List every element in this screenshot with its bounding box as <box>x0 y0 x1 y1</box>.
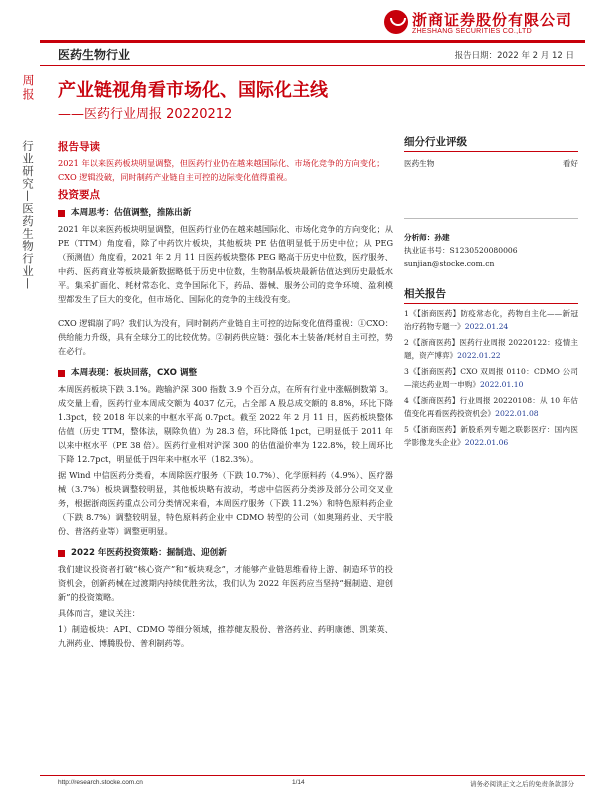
paragraph: 本周医药板块下跌 3.1%。跑输沪深 300 指数 3.9 个百分点，在所有行业中涨幅倒数第 3。成交量上看，医药行业本周成交额为 4037 亿元，占全部 A 股总成交额的 8.8%，环比下降 1.3pct，较 2018 年以来的中枢水平高 0.7pct。截至 2022 年 2 月 11 日，医药板块整体估值（历史 TTM，整体法，剔除负值）为 28.3 倍，环比降低 1pct，已明显低于 2011 年以来中枢水平（PE 38 倍）。医药行业相对沪深 300 的估值溢价率为 122.8%，较上周环比下降 12.7pct，明显低于四年来中枢水平（182.3%）。 <box>58 384 393 464</box>
company-logo <box>384 8 584 38</box>
analyst-block <box>404 231 578 270</box>
analyst-line <box>404 231 578 244</box>
analyst-label: 分析师： <box>404 233 435 242</box>
related-report-title: 2《【浙商医药】医药行业周报 20220122：疫情主题，资产博弈》 <box>404 338 578 360</box>
cert-number: 执业证书号：S1230520080006 <box>404 246 518 255</box>
bullet-square-icon <box>58 550 65 557</box>
footer-url[interactable]: http://research.stocke.com.cn <box>58 779 143 786</box>
section-heading <box>58 546 393 560</box>
report-date: 报告日期：2022 年 2 月 12 日 <box>454 51 574 61</box>
header-rule <box>40 40 585 43</box>
related-report-title: 4《【浙商医药】行业周报 20220108：从 10 年估值变化再看医药投资机会》 <box>404 396 578 418</box>
points-heading: 投资要点 <box>58 189 100 201</box>
footer-disclaimer: 请务必阅读正文之后的免责条款部分 <box>470 780 574 788</box>
section-heading-text: 本周思考：估值调整，推陈出新 <box>71 208 192 218</box>
analyst-email[interactable]: sunjian@stocke.com.cn <box>404 259 495 268</box>
section-heading <box>58 366 393 380</box>
report-type-vertical: 周报 <box>21 74 35 102</box>
related-report-item[interactable] <box>404 336 578 362</box>
section-heading-text: 本周表现：板块回落，CXO 调整 <box>71 368 198 378</box>
industry-tag: 医药生物行业 <box>58 48 131 62</box>
paragraph: 据 Wind 中信医药分类看，本周除医疗服务（下跌 10.7%）、化学原料药（4.9%）、医疗器械（3.7%）板块调整较明显，其他板块略有波动，考虑中信医药分类涉及部分公司交叉业务，根据浙商医药重点公司分类情况来看，本周医疗服务（下跌 11.2%）和特色原料药企业（下跌 8.7%）调整较明显，特色原料药企业中 CDMO 转型的公司（如奥翔药业、天宇股份、普洛药业等）调整更明显。 <box>58 470 393 536</box>
related-report-item[interactable] <box>404 365 578 391</box>
section-heading <box>58 206 393 220</box>
rating-industry: 医药生物 <box>404 159 435 168</box>
guide-heading: 报告导读 <box>58 141 100 153</box>
guide-text: 2021 年以来医药板块明显调整，但医药行业仍在越来越国际化、市场化竞争的方向变化；CXO 逻辑没破，同时制药产业链自主可控的边际变化值得重视。 <box>58 158 385 182</box>
sidebar <box>404 136 578 449</box>
report-subtitle: ——医药行业周报 20220212 <box>58 107 233 122</box>
related-report-title: 3《【浙商医药】CXO 双周报 0110：CDMO 公司—滚达药业周一申购》 <box>404 367 578 389</box>
related-list <box>404 307 578 449</box>
page-number: 1/14 <box>292 779 305 786</box>
related-report-title: 5《【浙商医药】新股系列专题之联影医疗：国内医学影像龙头企业》 <box>404 425 578 447</box>
company-emblem-icon <box>384 10 408 34</box>
related-report-date: 2022.01.22 <box>457 351 501 360</box>
paragraph: 2021 年以来医药板块明显调整，但医药行业仍在越来越国际化、市场化竞争的方向变化；从 PE（TTM）角度看，除了中药饮片板块，其他板块 PE 估值明显低于历史中位；从 PEG（预测值）角度看，2021 年 2 月 11 日医药板块整体 PEG 略高于历史中位数，医疗服务、中药、医药商业等板块最新数据略低于历史中位数，生物制品板块最新估值达到历史最低水平。集采扩面化、耗材常态化、竞争国际化下，药品、器械、服务公司的竞争环境、盈利模型都发生了巨大的变化，但市场化、国际化的竞争的主线没有变。 <box>58 224 393 304</box>
company-name-cn: 浙商证券股份有限公司 <box>412 11 573 29</box>
company-name-en: ZHESHANG SECURITIES CO.,LTD <box>412 28 532 35</box>
related-report-title: 1《【浙商医药】防疫常态化，药物自主化——新冠治疗药物专题一》 <box>404 309 578 331</box>
rating-heading: 细分行业评级 <box>404 136 578 152</box>
related-report-date: 2022.01.06 <box>464 438 509 447</box>
related-heading: 相关报告 <box>404 288 578 304</box>
related-report-item[interactable] <box>404 394 578 420</box>
related-report-date: 2022.01.10 <box>479 380 524 389</box>
paragraph: 我们建议投资者打破“核心资产”和“板块观念”，才能够产业链思维看待上游、制造环节的投资机会，创新药械在过渡期内持续优胜劣汰，我们认为 2022 年医药应当坚持“掘制造、迎创新”的投资策略。 <box>58 564 393 602</box>
rating-row <box>404 157 578 170</box>
bullet-square-icon <box>58 370 65 377</box>
related-report-date: 2022.01.24 <box>464 322 509 331</box>
rating-value: 看好 <box>562 159 578 168</box>
rating-table <box>404 157 578 219</box>
paragraph: CXO 逻辑崩了吗？我们认为没有，同时制药产业链自主可控的边际变化值得重视：①CXO：供给能力升级，具有全球分工的比较优势。②制药供应链：强化本土装备/耗材自主可控，势在必行。 <box>58 318 393 356</box>
report-category-vertical: 行业研究—医药生物行业— <box>21 140 35 290</box>
footer-rule <box>40 775 585 776</box>
bullet-square-icon <box>58 210 65 217</box>
analyst-name: 孙建 <box>434 233 450 242</box>
related-report-date: 2022.01.08 <box>495 409 539 418</box>
main-column <box>58 136 393 650</box>
paragraph: 具体而言，建议关注： <box>58 608 140 618</box>
related-report-item[interactable] <box>404 307 578 333</box>
header-thin-rule <box>40 65 585 66</box>
paragraph: 1）制造板块：API、CDMO 等细分领域，推荐健友股份、普洛药业、药明康德、凯莱英、九洲药业、博腾股份、普利制药等。 <box>58 624 393 648</box>
related-report-item[interactable] <box>404 423 578 449</box>
section-heading-text: 2022 年医药投资策略：掘制造、迎创新 <box>71 548 227 558</box>
report-title: 产业链视角看市场化、国际化主线 <box>58 80 328 101</box>
